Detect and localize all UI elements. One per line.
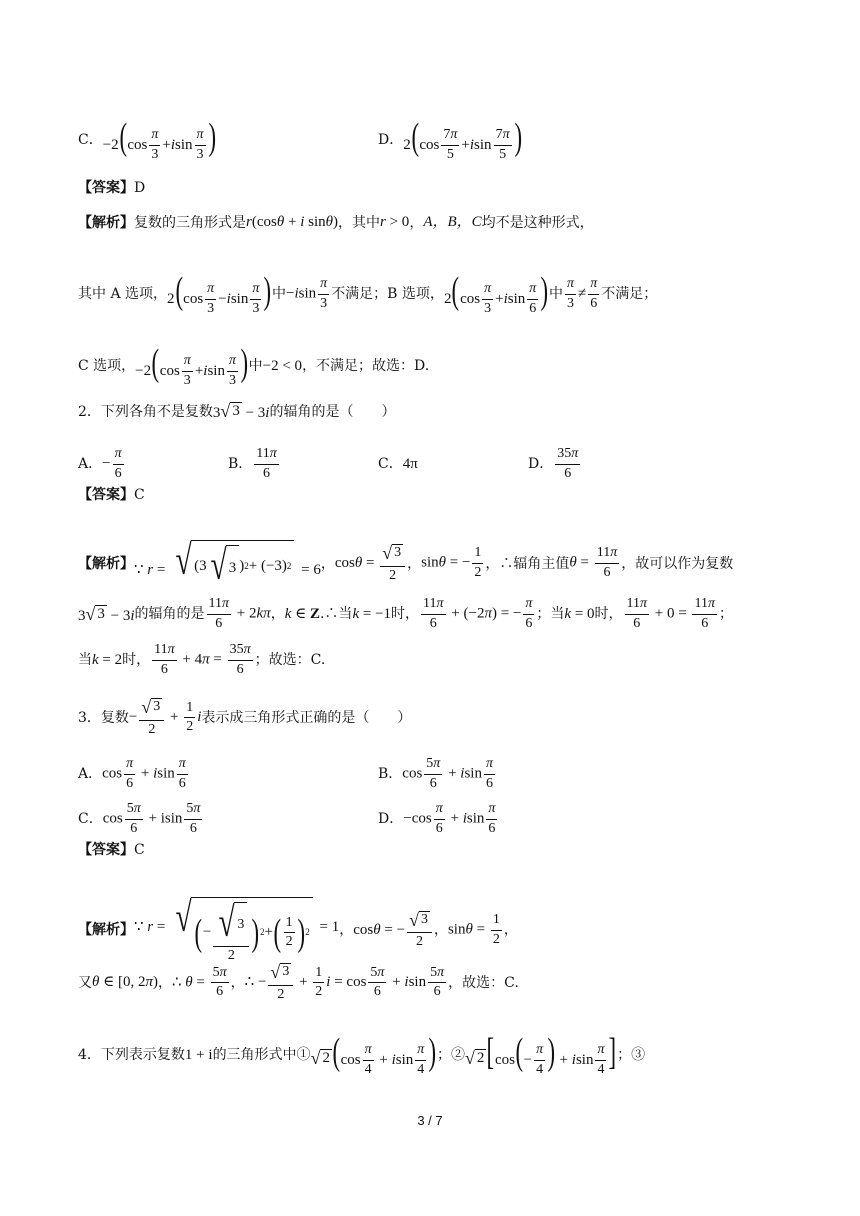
text-fragment: 又 <box>78 974 92 991</box>
math-expr: 3 √ 3 − 3i <box>78 603 135 624</box>
q3-option-d <box>378 802 499 836</box>
math-expr: sinθ = $\frac{1}{2}$ <box>447 912 500 947</box>
q1-options-cd <box>78 118 800 163</box>
math-expr: ∴ − √ 3 2 + $\frac{1}{2}$ i = cos $\frac{5\pi}{6}$ + isin $\frac{5\pi}{6}$ <box>244 962 445 1002</box>
text-fragment: 不满足； <box>601 286 658 303</box>
q1-option-d-label: D． <box>378 132 404 149</box>
math-expr: 2(cos $\frac{\pi}{3}$ +isin $\frac{\pi}{6}$ ) <box>443 270 549 317</box>
q2-option-c <box>378 457 418 472</box>
q2-answer <box>78 488 800 502</box>
text-fragment: 其中 A 选项， <box>78 286 168 303</box>
q2-option-b-math: $\frac{11\pi}{6}$ <box>256 446 277 481</box>
q3-analysis-line1 <box>78 897 800 964</box>
text-fragment: C 选项， <box>78 358 136 375</box>
q2-option-c-label: C． <box>378 456 403 473</box>
q1-analysis-line2 <box>78 272 800 317</box>
math-expr: ∴ θ = $\frac{5\pi}{6}$ <box>172 964 227 1000</box>
q1-option-c-label: C． <box>78 132 103 149</box>
math-expr: θ = $\frac{11\pi}{6}$ <box>569 545 618 580</box>
text-fragment: 时， <box>391 606 420 623</box>
analysis-label: 【解析】 <box>78 555 134 572</box>
answer-value: C <box>134 842 145 858</box>
math-expr: ∵ r = √ (3 √ 3 ) 2 + (−3) 2 = 6 <box>134 538 321 589</box>
analysis-label: 【解析】 <box>78 922 134 939</box>
math-expr: ∵ r = √ ( − √ 3 2 ) 2 + ( $\frac{1}{2}$ ) 2 = 1 <box>134 895 340 963</box>
q3-answer <box>78 843 800 857</box>
text-fragment: 2．下列各角不是复数 <box>78 403 213 420</box>
text-fragment: 时， <box>594 606 623 623</box>
q1-analysis-line1 <box>78 215 800 230</box>
q2-option-b <box>228 447 281 481</box>
math-expr: $\frac{11\pi}{6}$ + 0 = $\frac{11\pi}{6}$ <box>626 596 715 631</box>
q2-analysis-line2 <box>78 597 800 631</box>
q2-option-d <box>528 447 582 481</box>
answer-value: C <box>134 487 145 503</box>
text-fragment: 当 <box>78 652 92 669</box>
q3-options-cd <box>78 802 800 836</box>
text-fragment: ；故选：C. <box>254 652 326 669</box>
text-fragment: ， <box>409 214 424 231</box>
text-fragment: 时， <box>122 652 151 669</box>
q3-option-c-label: C． <box>78 811 103 828</box>
text-fragment: ， <box>503 922 518 939</box>
q3-option-c-math: cos $\frac{5\pi}{6}$ + isin $\frac{5\pi}{6}$ <box>102 801 201 836</box>
text-fragment: ， <box>230 974 245 991</box>
q2-option-b-label: B． <box>228 456 253 473</box>
q2-options <box>78 447 800 481</box>
q1-option-d-math: 2(cos $\frac{7\pi}{5}$ +isin $\frac{7\pi}{5}$ ) <box>403 116 522 163</box>
text-fragment: ， <box>407 555 422 572</box>
q3-option-a-math: cos $\frac{\pi}{6}$ + isin $\frac{\pi}{6}$ <box>102 756 186 791</box>
text-fragment: .∴当 <box>319 606 353 623</box>
q1-answer <box>78 181 800 195</box>
math-expr: k = 2 <box>92 651 123 668</box>
q2-analysis-line1 <box>78 540 800 587</box>
q1-analysis-line3 <box>78 344 800 389</box>
math-expr: √ 2 [cos(− $\frac{\pi}{4}$ ) + isin $\frac{\pi}{4}$ ] <box>464 1031 617 1078</box>
text-fragment: ； <box>718 606 733 623</box>
q3-option-b-label: B． <box>378 766 403 783</box>
q2-option-c-math: 4π <box>402 455 418 472</box>
math-expr: $\frac{11\pi}{6}$ + (−2π) = − $\frac{\pi}{6}$ <box>423 596 533 631</box>
text-fragment: ，故可以作为复数 <box>621 555 734 572</box>
q2-stem <box>78 402 800 421</box>
text-fragment: 的辐角的是（ ） <box>269 403 396 420</box>
page-number: 3 / 7 <box>417 1113 443 1128</box>
math-expr: 1 + i <box>184 1046 213 1063</box>
math-expr: r(cosθ + i sinθ) <box>246 214 338 230</box>
text-fragment: 的三角形式中① <box>212 1047 311 1064</box>
q3-option-b <box>378 757 497 791</box>
math-expr: A，B，C <box>423 214 482 230</box>
math-expr: sinθ = − $\frac{1}{2}$ <box>421 545 482 580</box>
text-fragment: ；② <box>436 1047 465 1064</box>
text-fragment: ， <box>339 922 354 939</box>
text-fragment: ；③ <box>617 1047 646 1064</box>
answer-label: 【答案】 <box>78 487 134 503</box>
q1-option-d <box>378 118 522 163</box>
q2-option-d-math: $\frac{35\pi}{6}$ <box>557 446 579 481</box>
math-expr: k = −1 <box>352 605 392 622</box>
text-fragment: 4．下列表示复数 <box>78 1047 185 1064</box>
math-expr: k ∈ Z <box>284 605 320 622</box>
answer-value: D <box>134 180 146 196</box>
math-expr: $\frac{11\pi}{6}$ + 2kπ <box>208 596 271 631</box>
text-fragment: ， <box>433 922 448 939</box>
q3-option-b-math: cos $\frac{5\pi}{6}$ + isin $\frac{\pi}{6}$ <box>402 756 493 791</box>
q3-stem <box>78 698 800 737</box>
q2-analysis-line3 <box>78 643 800 677</box>
math-expr: −isin $\frac{\pi}{3}$ <box>286 276 328 311</box>
math-expr: θ ∈ [0, 2π) <box>92 974 158 991</box>
text-fragment: 均不是这种形式， <box>481 214 594 231</box>
text-fragment: 复数的三角形式是 <box>134 214 246 231</box>
q3-options-ab <box>78 757 800 791</box>
text-fragment: 不满足；B 选项， <box>331 286 444 303</box>
q3-option-d-math: −cos $\frac{\pi}{6}$ + isin $\frac{\pi}{6}$ <box>403 801 496 836</box>
q2-option-a-math: − $\frac{\pi}{6}$ <box>102 446 122 481</box>
math-expr: cosθ = − √ 3 2 <box>353 911 434 950</box>
text-fragment: ， <box>270 606 285 623</box>
text-fragment: ；当 <box>536 606 565 623</box>
math-expr: √ 2 (cos $\frac{\pi}{4}$ + isin $\frac{\pi}{4}$ ) <box>310 1031 437 1078</box>
text-fragment: 表示成三角形式正确的是（ ） <box>201 709 412 726</box>
text-fragment: ， <box>320 555 335 572</box>
text-fragment: ，不满足；故选：D. <box>302 358 430 375</box>
q3-option-a-label: A． <box>78 766 103 783</box>
math-expr: cosθ = √ 3 2 <box>335 544 407 583</box>
text-fragment: ，∴辐角主值 <box>485 555 570 572</box>
analysis-label: 【解析】 <box>78 214 134 231</box>
text-fragment: 中 <box>248 358 263 375</box>
answer-label: 【答案】 <box>78 180 134 196</box>
text-fragment: 3．复数 <box>78 709 129 726</box>
text-fragment: 中 <box>272 286 287 303</box>
q3-analysis-line2 <box>78 963 800 1002</box>
q2-option-a-label: A． <box>78 456 103 473</box>
math-expr: k = 0 <box>564 605 595 622</box>
text-fragment: ，故选：C. <box>448 974 519 991</box>
math-expr: 3 √ 3 − 3i <box>212 401 270 421</box>
math-expr: 2(cos $\frac{\pi}{3}$ −isin $\frac{\pi}{3}$ ) <box>167 270 272 317</box>
q1-option-c-math: −2(cos $\frac{\pi}{3}$ +isin $\frac{\pi}{3}$ ) <box>102 116 216 163</box>
math-expr: $\frac{\pi}{3}$ ≠ $\frac{\pi}{6}$ <box>566 276 598 311</box>
math-expr: $\frac{11\pi}{6}$ + 4π = $\frac{35\pi}{6}$ <box>154 642 251 677</box>
answer-label: 【答案】 <box>78 842 134 858</box>
text-fragment: ， <box>158 974 172 991</box>
text-fragment: 的辐角的是 <box>134 606 205 623</box>
math-expr: −2 < 0 <box>262 357 303 374</box>
text-fragment: ，其中 <box>338 214 380 231</box>
q3-option-d-label: D． <box>378 811 404 828</box>
math-expr: − √ 3 2 + $\frac{1}{2}$ i <box>128 697 202 737</box>
text-fragment: 中 <box>548 286 563 303</box>
math-expr: −2(cos $\frac{\pi}{3}$ +isin $\frac{\pi}{3}$ ) <box>135 342 249 389</box>
q4-stem <box>78 1033 800 1078</box>
math-expr: r > 0 <box>380 214 410 230</box>
q2-option-d-label: D． <box>528 456 554 473</box>
